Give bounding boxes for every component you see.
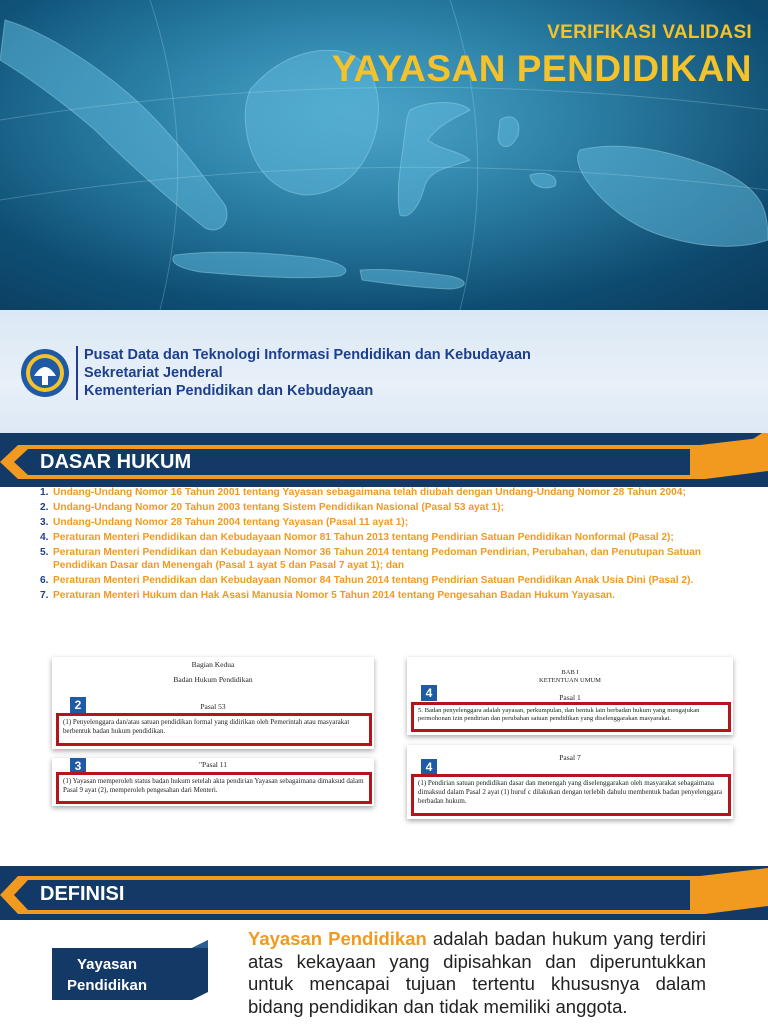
definition-text [248,928,706,1018]
hero-title: YAYASAN PENDIDIKAN [331,48,752,89]
organization-band [0,310,768,433]
definition-body: adalah badan hukum yang terdiri atas kekayaan yang dipisahkan dan diperuntukkan untuk mencapai tujuan tertentu khususnya dalam bidang pendidikan dan tidak memiliki anggota. [248,928,706,1017]
list-item: 6. Peraturan Menteri Pendidikan dan Kebudayaan Nomor 84 Tahun 2014 tentang Pendirian Satuan Pendidikan Anak Usia Dini (Pasal 2). [40,574,694,586]
excerpt-uu-sisdiknas [52,657,374,749]
org-line-3: Kementerian Pendidikan dan Kebudayaan [84,383,374,399]
hero-subtitle: VERIFIKASI VALIDASI [547,22,752,43]
list-item: 2. Undang-Undang Nomor 20 Tahun 2003 tentang Sistem Pendidikan Nasional (Pasal 53 ayat 1); [40,502,504,513]
legal-basis-list [40,487,755,605]
number-badge: 4 [421,685,437,701]
highlighted-clause: 5. Badan penyelenggara adalah yayasan, perkumpulan, dan bentuk lain berbadan hukum yang mengajukan permohonan izin pendirian dan perubahan satuan pendidikan yang diselenggarakan masyarakat. [411,702,731,732]
excerpt-pasal: "Pasal 11 [199,760,227,769]
excerpt-pasal: Pasal 7 [559,753,581,762]
hero-banner [0,0,768,310]
dasar-hukum-header-bar [0,433,768,487]
definisi-header-bar [0,866,768,920]
excerpt-uu-yayasan [52,758,374,806]
tut-wuri-handayani-logo-icon [20,348,70,398]
tag-line-1: Yayasan [76,956,138,973]
tag-label [52,954,162,996]
definisi-heading: DEFINISI [40,883,125,905]
org-divider [76,346,78,400]
list-item: 1. Undang-Undang Nomor 16 Tahun 2001 tentang Yayasan sebagaimana telah diubah dengan Undang-Undang Nomor 28 Tahun 2004; [40,487,686,498]
indonesia-map-graphic [0,0,768,310]
highlighted-clause: (1) Penyelenggara dan/atau satuan pendidikan formal yang didirikan oleh Pemerintah atau masyarakat berbentuk badan hukum pendidikan. [56,713,372,746]
list-item: 7. Peraturan Menteri Hukum dan Hak Asasi Manusia Nomor 5 Tahun 2014 tentang Pengesahan Badan Hukum Yayasan. [40,589,615,601]
number-badge: 4 [421,759,437,775]
list-item: 5. Peraturan Menteri Pendidikan dan Kebudayaan Nomor 36 Tahun 2014 tentang Pedoman Pendirian, Perubahan, dan Penutupan Satuan Pendidikan Dasar dan Menengah (Pasal 1 ayat 5 dan Pasal 7 ayat 1); dan [40,547,701,571]
list-item: 4. Peraturan Menteri Pendidikan dan Kebudayaan Nomor 81 Tahun 2013 tentang Pendirian Satuan Pendidikan Nonformal (Pasal 2); [40,532,674,543]
definition-term: Yayasan Pendidikan [248,928,427,949]
definition-term-tag [52,940,208,1005]
org-line-2: Sekretariat Jenderal [84,365,223,381]
excerpt-heading: Bagian Kedua [191,660,235,669]
highlighted-clause: (1) Pendirian satuan pendidikan dasar dan menengah yang diselenggarakan oleh masyarakat sebagaimana dimaksud dalam Pasal 2 ayat (1) huruf c dilakukan dengan terlebih dahulu membentuk badan penyelenggara berbadan hukum. [411,774,731,816]
excerpt-pasal: Pasal 1 [559,693,581,702]
excerpt-subheading: Badan Hukum Pendidikan [173,675,253,684]
number-badge: 3 [70,758,86,774]
dasar-hukum-heading: DASAR HUKUM [40,451,192,473]
excerpt-heading: BAB I [561,669,579,676]
organization-name [84,346,531,400]
tag-line-2: Pendidikan [66,977,148,994]
highlighted-clause: (1) Yayasan memperoleh status badan hukum setelah akta pendirian Yayasan sebagaimana dimaksud dalam Pasal 9 ayat (2), memperoleh pengesahan dari Menteri. [56,772,372,804]
list-item: 3. Undang-Undang Nomor 28 Tahun 2004 tentang Yayasan (Pasal 11 ayat 1); [40,517,409,528]
excerpt-permendikbud-36-pasal-7 [407,745,733,819]
number-badge: 2 [70,697,86,713]
excerpt-permendikbud-36-pasal-1 [407,657,733,735]
excerpt-subheading: KETENTUAN UMUM [539,677,601,684]
excerpt-pasal: Pasal 53 [200,702,226,711]
org-line-1: Pusat Data dan Teknologi Informasi Pendidikan dan Kebudayaan [84,347,531,363]
